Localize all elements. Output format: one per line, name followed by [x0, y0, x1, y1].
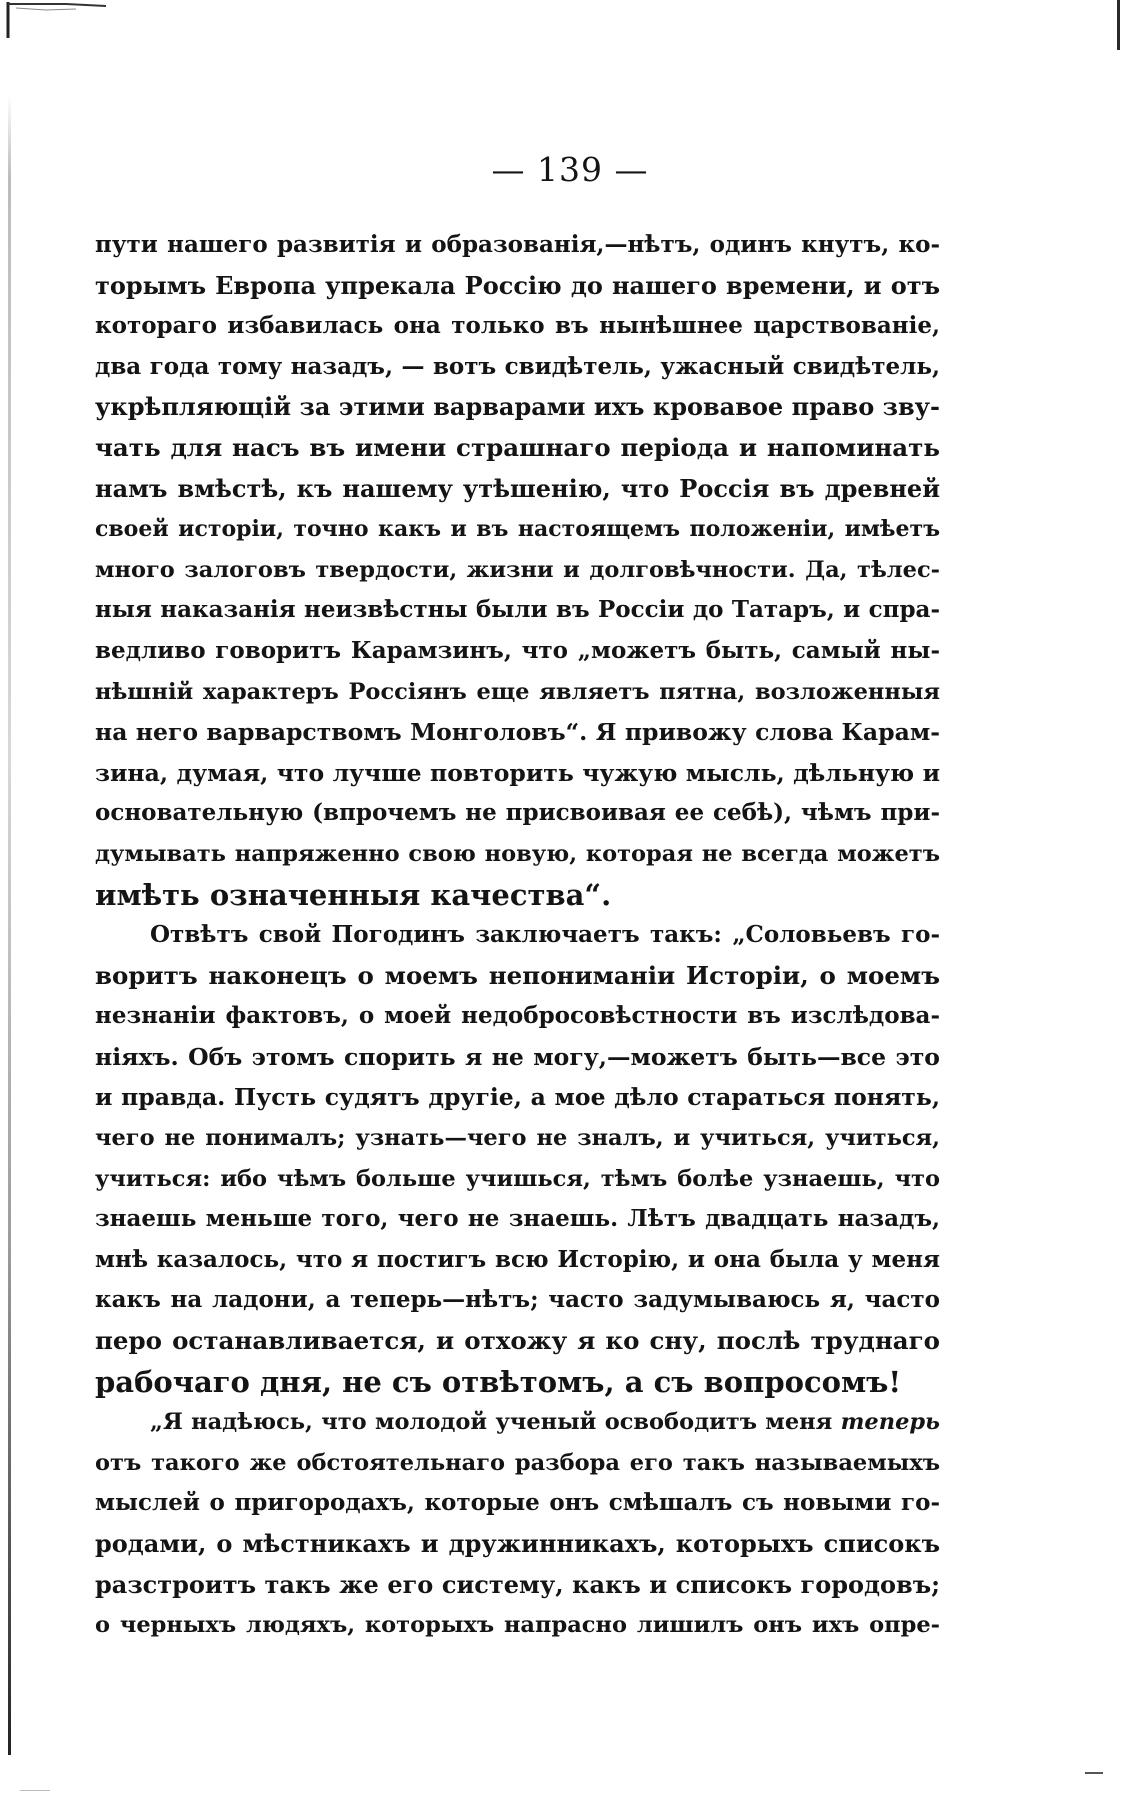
- text-line: мнѣ казалось, что я постигъ всю Исторію, и она была у меня: [95, 1245, 940, 1273]
- text-line: учиться: ибо чѣмъ больше учишься, тѣмъ болѣе узнаешь, что: [95, 1165, 940, 1192]
- text-line: пути нашего развитія и образованія,—нѣтъ, одинъ кнутъ, ко-: [95, 231, 940, 258]
- text-line: незнаніи фактовъ, о моей недобросовѣстности въ изслѣдова-: [95, 1002, 940, 1030]
- text-line: перо останавливается, и отхожу я ко сну, послѣ труднаго: [95, 1326, 940, 1356]
- text-line: воритъ наконецъ о моемъ непониманіи Исторіи, о моемъ: [95, 960, 940, 990]
- text-line: думывать напряженно свою новую, которая не всегда можетъ: [95, 840, 940, 867]
- paragraph-3: [95, 1402, 940, 1646]
- scan-edge-mark-top-left: [6, 0, 116, 40]
- text-line: знаешь меньше того, чего не знаешь. Лѣтъ двадцать назадъ,: [95, 1205, 940, 1233]
- text-line: имѣть означенныя качества“.: [95, 877, 612, 912]
- text-line: о черныхъ людяхъ, которыхъ напрасно лишилъ онъ ихъ опре-: [95, 1612, 940, 1639]
- text-line: и правда. Пусть судятъ другіе, а мое дѣло стараться понять,: [95, 1083, 940, 1112]
- text-line: намъ вмѣстѣ, къ нашему утѣшенію, что Россія въ древней: [95, 473, 940, 503]
- text-line: чать для насъ въ имени страшнаго періода и напоминать: [95, 432, 940, 462]
- text-line: своей исторіи, точно какъ и въ настоящемъ положеніи, имѣетъ: [95, 516, 940, 543]
- text-line: котораго избавилась она только въ нынѣшнее царствованіе,: [95, 312, 940, 340]
- text-run: „Я надѣюсь, что молодой ученый освободитъ меня: [150, 1409, 841, 1436]
- text-line: родами, о мѣстникахъ и дружинникахъ, которыхъ списокъ: [95, 1529, 940, 1558]
- text-line: разстроитъ такъ же его систему, какъ и списокъ городовъ;: [95, 1569, 940, 1599]
- text-line: ніяхъ. Объ этомъ спорить я не могу,—можетъ быть—все это: [95, 1042, 940, 1071]
- text-line: нѣшній характеръ Россіянъ еще являетъ пятна, возложенныя: [95, 678, 940, 705]
- text-line: два года тому назадъ, — вотъ свидѣтель, ужасный свидѣтель,: [95, 352, 940, 380]
- text-line: основательную (впрочемъ не присвоивая ее себѣ), чѣмъ при-: [95, 799, 940, 827]
- scan-edge-right: [1117, 0, 1120, 50]
- text-line: торымъ Европа упрекала Россію до нашего времени, и отъ: [95, 270, 940, 300]
- body-text: [95, 225, 940, 1646]
- text-line: чего не понималъ; узнать—чего не зналъ, и учиться, учиться,: [95, 1125, 940, 1152]
- text-line: зина, думая, что лучше повторить чужую мысль, дѣльную и: [95, 758, 940, 787]
- paragraph-1: [95, 225, 940, 915]
- text-line: отъ такого же обстоятельнаго разбора его такъ называемыхъ: [95, 1449, 940, 1476]
- paragraph-2: [95, 915, 940, 1402]
- text-line: ведливо говоритъ Карамзинъ, что „можетъ быть, самый ны-: [95, 636, 940, 664]
- scan-edge-left: [8, 95, 11, 1755]
- text-line: какъ на ладони, а теперь—нѣтъ; часто задумываюсь я, часто: [95, 1286, 940, 1314]
- text-line: на него варварствомъ Монголовъ“. Я привожу слова Карам-: [95, 718, 940, 747]
- text-line: мыслей о пригородахъ, которые онъ смѣшалъ съ новыми го-: [95, 1489, 940, 1517]
- page-number: — 139 —: [491, 150, 649, 189]
- text-line: Отвѣтъ свой Погодинъ заключаетъ такъ: „Соловьевъ го-: [150, 921, 940, 949]
- text-line: рабочаго дня, не съ отвѣтомъ, а съ вопросомъ!: [95, 1364, 902, 1399]
- text-line: ныя наказанія неизвѣстны были въ Россіи до Татаръ, и спра-: [95, 596, 940, 624]
- text-line: много залоговъ твердости, жизни и долговѣчности. Да, тѣлес-: [95, 556, 940, 583]
- scan-mark-bottom: [20, 1790, 50, 1791]
- emphasis-word: теперь: [840, 1409, 940, 1436]
- text-line-with-emphasis: [95, 1402, 940, 1443]
- scan-mark-right: [1085, 1772, 1103, 1774]
- text-line: укрѣпляющій за этими варварами ихъ кровавое право зву-: [95, 392, 940, 422]
